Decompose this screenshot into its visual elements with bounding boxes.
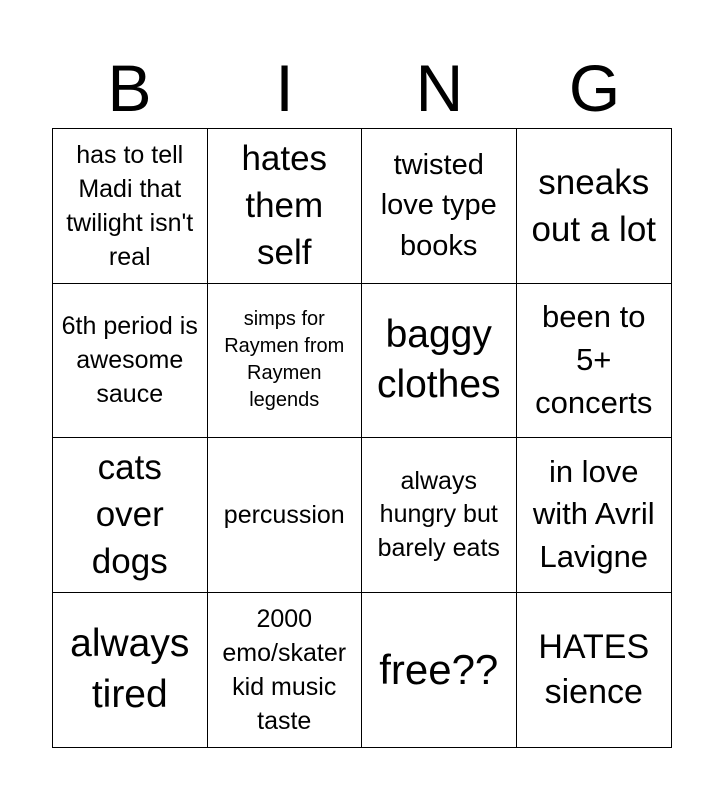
bingo-cell-text: 2000 emo/skater kid music taste bbox=[222, 604, 347, 735]
bingo-cell-r2c2[interactable] bbox=[208, 284, 363, 439]
bingo-cell-text: free?? bbox=[379, 645, 499, 693]
bingo-cell-text: HATES sience bbox=[538, 627, 650, 711]
bingo-cell-r1c2[interactable] bbox=[208, 129, 363, 284]
bingo-board bbox=[52, 128, 672, 748]
bingo-cell-text: sneaks out a lot bbox=[531, 162, 657, 249]
bingo-cell-r4c2[interactable] bbox=[208, 593, 363, 748]
bingo-cell-r4c3[interactable] bbox=[362, 593, 517, 748]
bingo-cell-text: been to 5+ concerts bbox=[535, 299, 653, 420]
bingo-cell-r4c1[interactable] bbox=[53, 593, 208, 748]
bingo-cell-text: hates them self bbox=[241, 138, 328, 273]
bingo-cell-r1c4[interactable] bbox=[517, 129, 672, 284]
bingo-cell-text: has to tell Madi that twilight isn't real bbox=[66, 140, 194, 271]
bingo-cell-r3c3[interactable] bbox=[362, 438, 517, 593]
bingo-cell-r2c4[interactable] bbox=[517, 284, 672, 439]
bingo-cell-text: cats over dogs bbox=[91, 447, 168, 582]
header-letter-i: I bbox=[275, 51, 294, 125]
bingo-cell-r2c3[interactable] bbox=[362, 284, 517, 439]
bingo-cell-text: baggy clothes bbox=[376, 312, 501, 407]
header-letter-g: G bbox=[568, 51, 621, 125]
bingo-cell-text: 6th period is awesome sauce bbox=[61, 312, 198, 409]
bingo-cell-text: in love with Avril Lavigne bbox=[532, 453, 655, 575]
header-letter-n: N bbox=[415, 51, 464, 125]
bingo-cell-r3c1[interactable] bbox=[53, 438, 208, 593]
header-letter-b: B bbox=[107, 51, 152, 125]
bingo-cell-text: simps for Raymen from Raymen legends bbox=[224, 308, 345, 412]
bingo-cell-text: always hungry but barely eats bbox=[377, 466, 500, 562]
bingo-cell-r4c4[interactable] bbox=[517, 593, 672, 748]
bingo-cell-r3c4[interactable] bbox=[517, 438, 672, 593]
bingo-cell-r1c3[interactable] bbox=[362, 129, 517, 284]
bingo-cell-r1c1[interactable] bbox=[53, 129, 208, 284]
bingo-header bbox=[52, 52, 672, 128]
bingo-cell-r2c1[interactable] bbox=[53, 284, 208, 439]
bingo-cell-text: always tired bbox=[70, 622, 190, 716]
bingo-cell-text: twisted love type books bbox=[380, 148, 497, 263]
bingo-cell-text: percussion bbox=[223, 500, 345, 529]
bingo-cell-r3c2[interactable] bbox=[208, 438, 363, 593]
